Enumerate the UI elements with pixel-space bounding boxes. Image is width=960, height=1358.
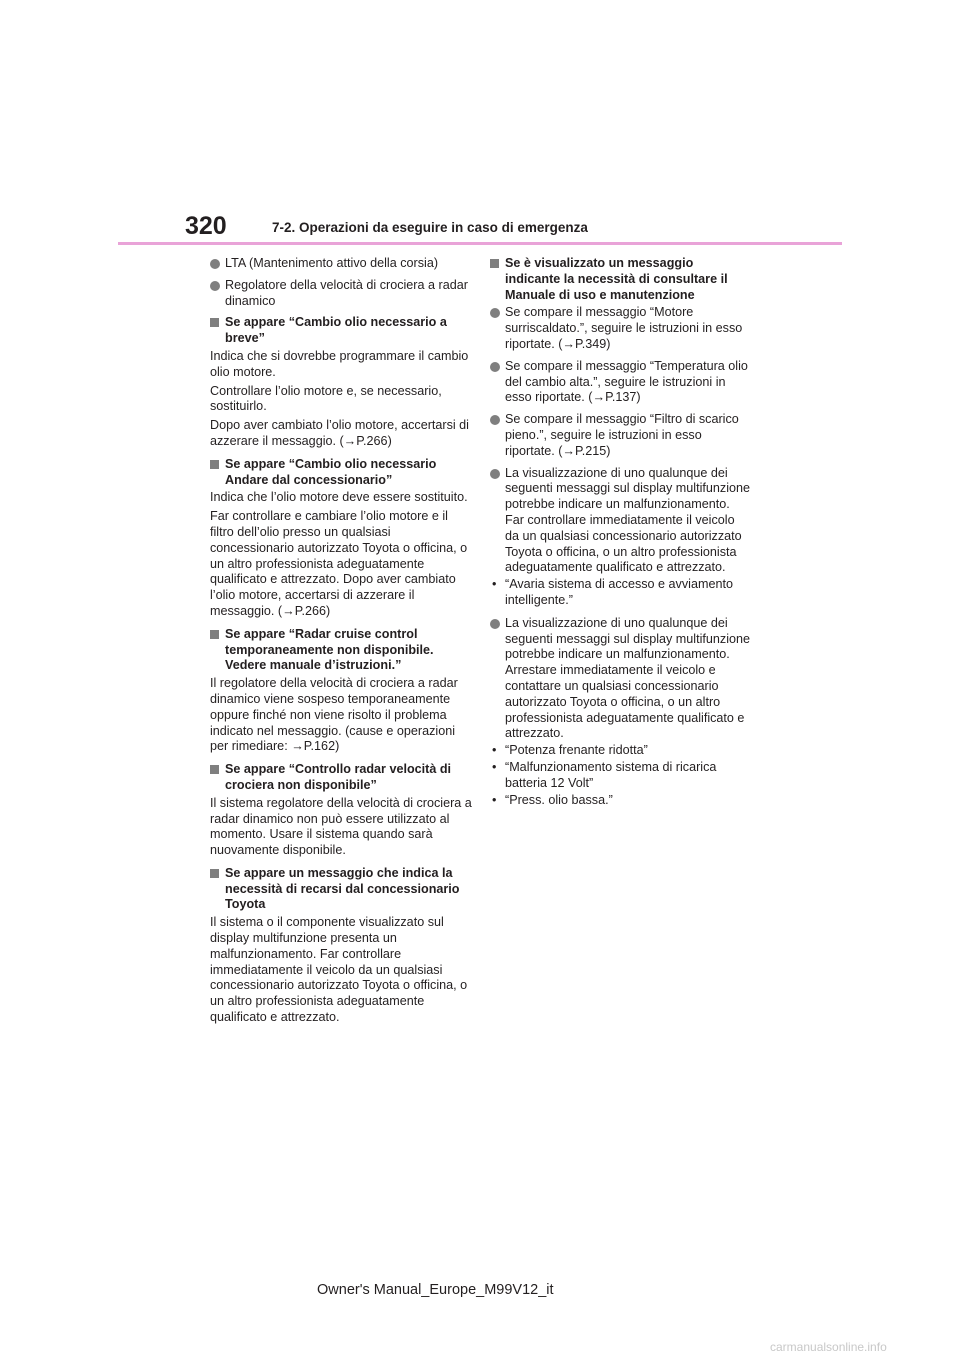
paragraph: Indica che l’olio motore deve essere sostituito. xyxy=(210,490,468,505)
header-rule xyxy=(118,242,842,245)
bullet-item: Regolatore della velocità di crociera a radar dinamico xyxy=(210,278,472,310)
bullet-item: La visualizzazione di uno qualunque dei seguenti messaggi sul display multifunzione potrebbe indicare un malfunzionamento. Arrestare immediatamente il veicolo e contattare un qualsiasi concessionario autorizzato Toyota o officina, o un altro professionista adeguatamente qualificato e attrezzato. xyxy=(490,616,752,742)
paragraph: Far controllare e cambiare l’olio motore e il filtro dell’olio presso un qualsiasi concessionario autorizzato Toyota o officina, o un altro professionista adeguatamente qualificato e attrezzato. Dopo aver cambiato l’olio motore, accertarsi di azzerare il messaggio. (→P.266) xyxy=(210,509,468,618)
left-column xyxy=(210,256,472,1029)
paragraph: Il sistema o il componente visualizzato sul display multifunzione presenta un malfunzionamento. Far controllare immediatamente il veicolo da un qualsiasi concessionario autorizzato Toyota o officina, o un altro professionista adeguatamente qualificato e attrezzato. xyxy=(210,915,468,1025)
section-title: 7-2. Operazioni da eseguire in caso di emergenza xyxy=(272,220,588,235)
paragraph: Il sistema regolatore della velocità di crociera a radar dinamico non può essere utilizzato al momento. Usare il sistema quando sarà nuovamente disponibile. xyxy=(210,795,472,858)
bullet-item: Se compare il messaggio “Temperatura olio del cambio alta.”, seguire le istruzioni in esso riportate. (→P.137) xyxy=(490,359,752,406)
section-heading: Se appare “Cambio olio necessario Andare dal concessionario” xyxy=(210,457,472,489)
section-heading: Se è visualizzato un messaggio indicante la necessità di consultare il Manuale di uso e manutenzione xyxy=(490,256,752,303)
paragraph: Indica che si dovrebbe programmare il cambio olio motore. xyxy=(210,348,469,379)
dot-list-item: • “Avaria sistema di accesso e avviamento intelligente.” xyxy=(490,577,752,609)
bullet-item: Se compare il messaggio “Motore surriscaldato.”, seguire le istruzioni in esso riportate. (→P.349) xyxy=(490,305,752,352)
bullet-item: LTA (Mantenimento attivo della corsia) xyxy=(210,256,472,272)
section-heading: Se appare “Radar cruise control temporaneamente non disponibile. Vedere manuale d’istruzioni.” xyxy=(210,627,472,674)
bullet-item: La visualizzazione di uno qualunque dei seguenti messaggi sul display multifunzione potrebbe indicare un malfunzionamento. Far controllare immediatamente il veicolo da un qualsiasi concessionario autorizzato Toyota o officina, o un altro professionista adeguatamente qualificato e attrezzato. xyxy=(490,466,752,577)
section-heading: Se appare un messaggio che indica la necessità di recarsi dal concessionario Toyota xyxy=(210,866,472,913)
bullet-item: Se compare il messaggio “Filtro di scarico pieno.”, seguire le istruzioni in esso riportate. (→P.215) xyxy=(490,412,752,459)
dot-list-item: • “Malfunzionamento sistema di ricarica batteria 12 Volt” xyxy=(490,760,752,792)
section-heading: Se appare “Controllo radar velocità di crociera non disponibile” xyxy=(210,762,472,794)
page-number: 320 xyxy=(185,212,227,240)
footer-manual-name: Owner's Manual_Europe_M99V12_it xyxy=(317,1282,554,1298)
right-column xyxy=(490,256,752,809)
section-heading: Se appare “Cambio olio necessario a breve” xyxy=(210,315,472,347)
dot-list-item: • “Potenza frenante ridotta” xyxy=(490,743,752,759)
paragraph: Dopo aver cambiato l’olio motore, accertarsi di azzerare il messaggio. (→P.266) xyxy=(210,418,469,448)
paragraph: Controllare l’olio motore e, se necessario, sostituirlo. xyxy=(210,383,442,414)
dot-list-item: • “Press. olio bassa.” xyxy=(490,793,752,809)
paragraph: Il regolatore della velocità di crociera a radar dinamico viene sospeso temporaneamente oppure finché non viene risolto il problema indicato nel messaggio. (cause e operazioni per rimediare: →P.162) xyxy=(210,676,458,754)
watermark-link[interactable]: carmanualsonline.info xyxy=(770,1340,887,1354)
